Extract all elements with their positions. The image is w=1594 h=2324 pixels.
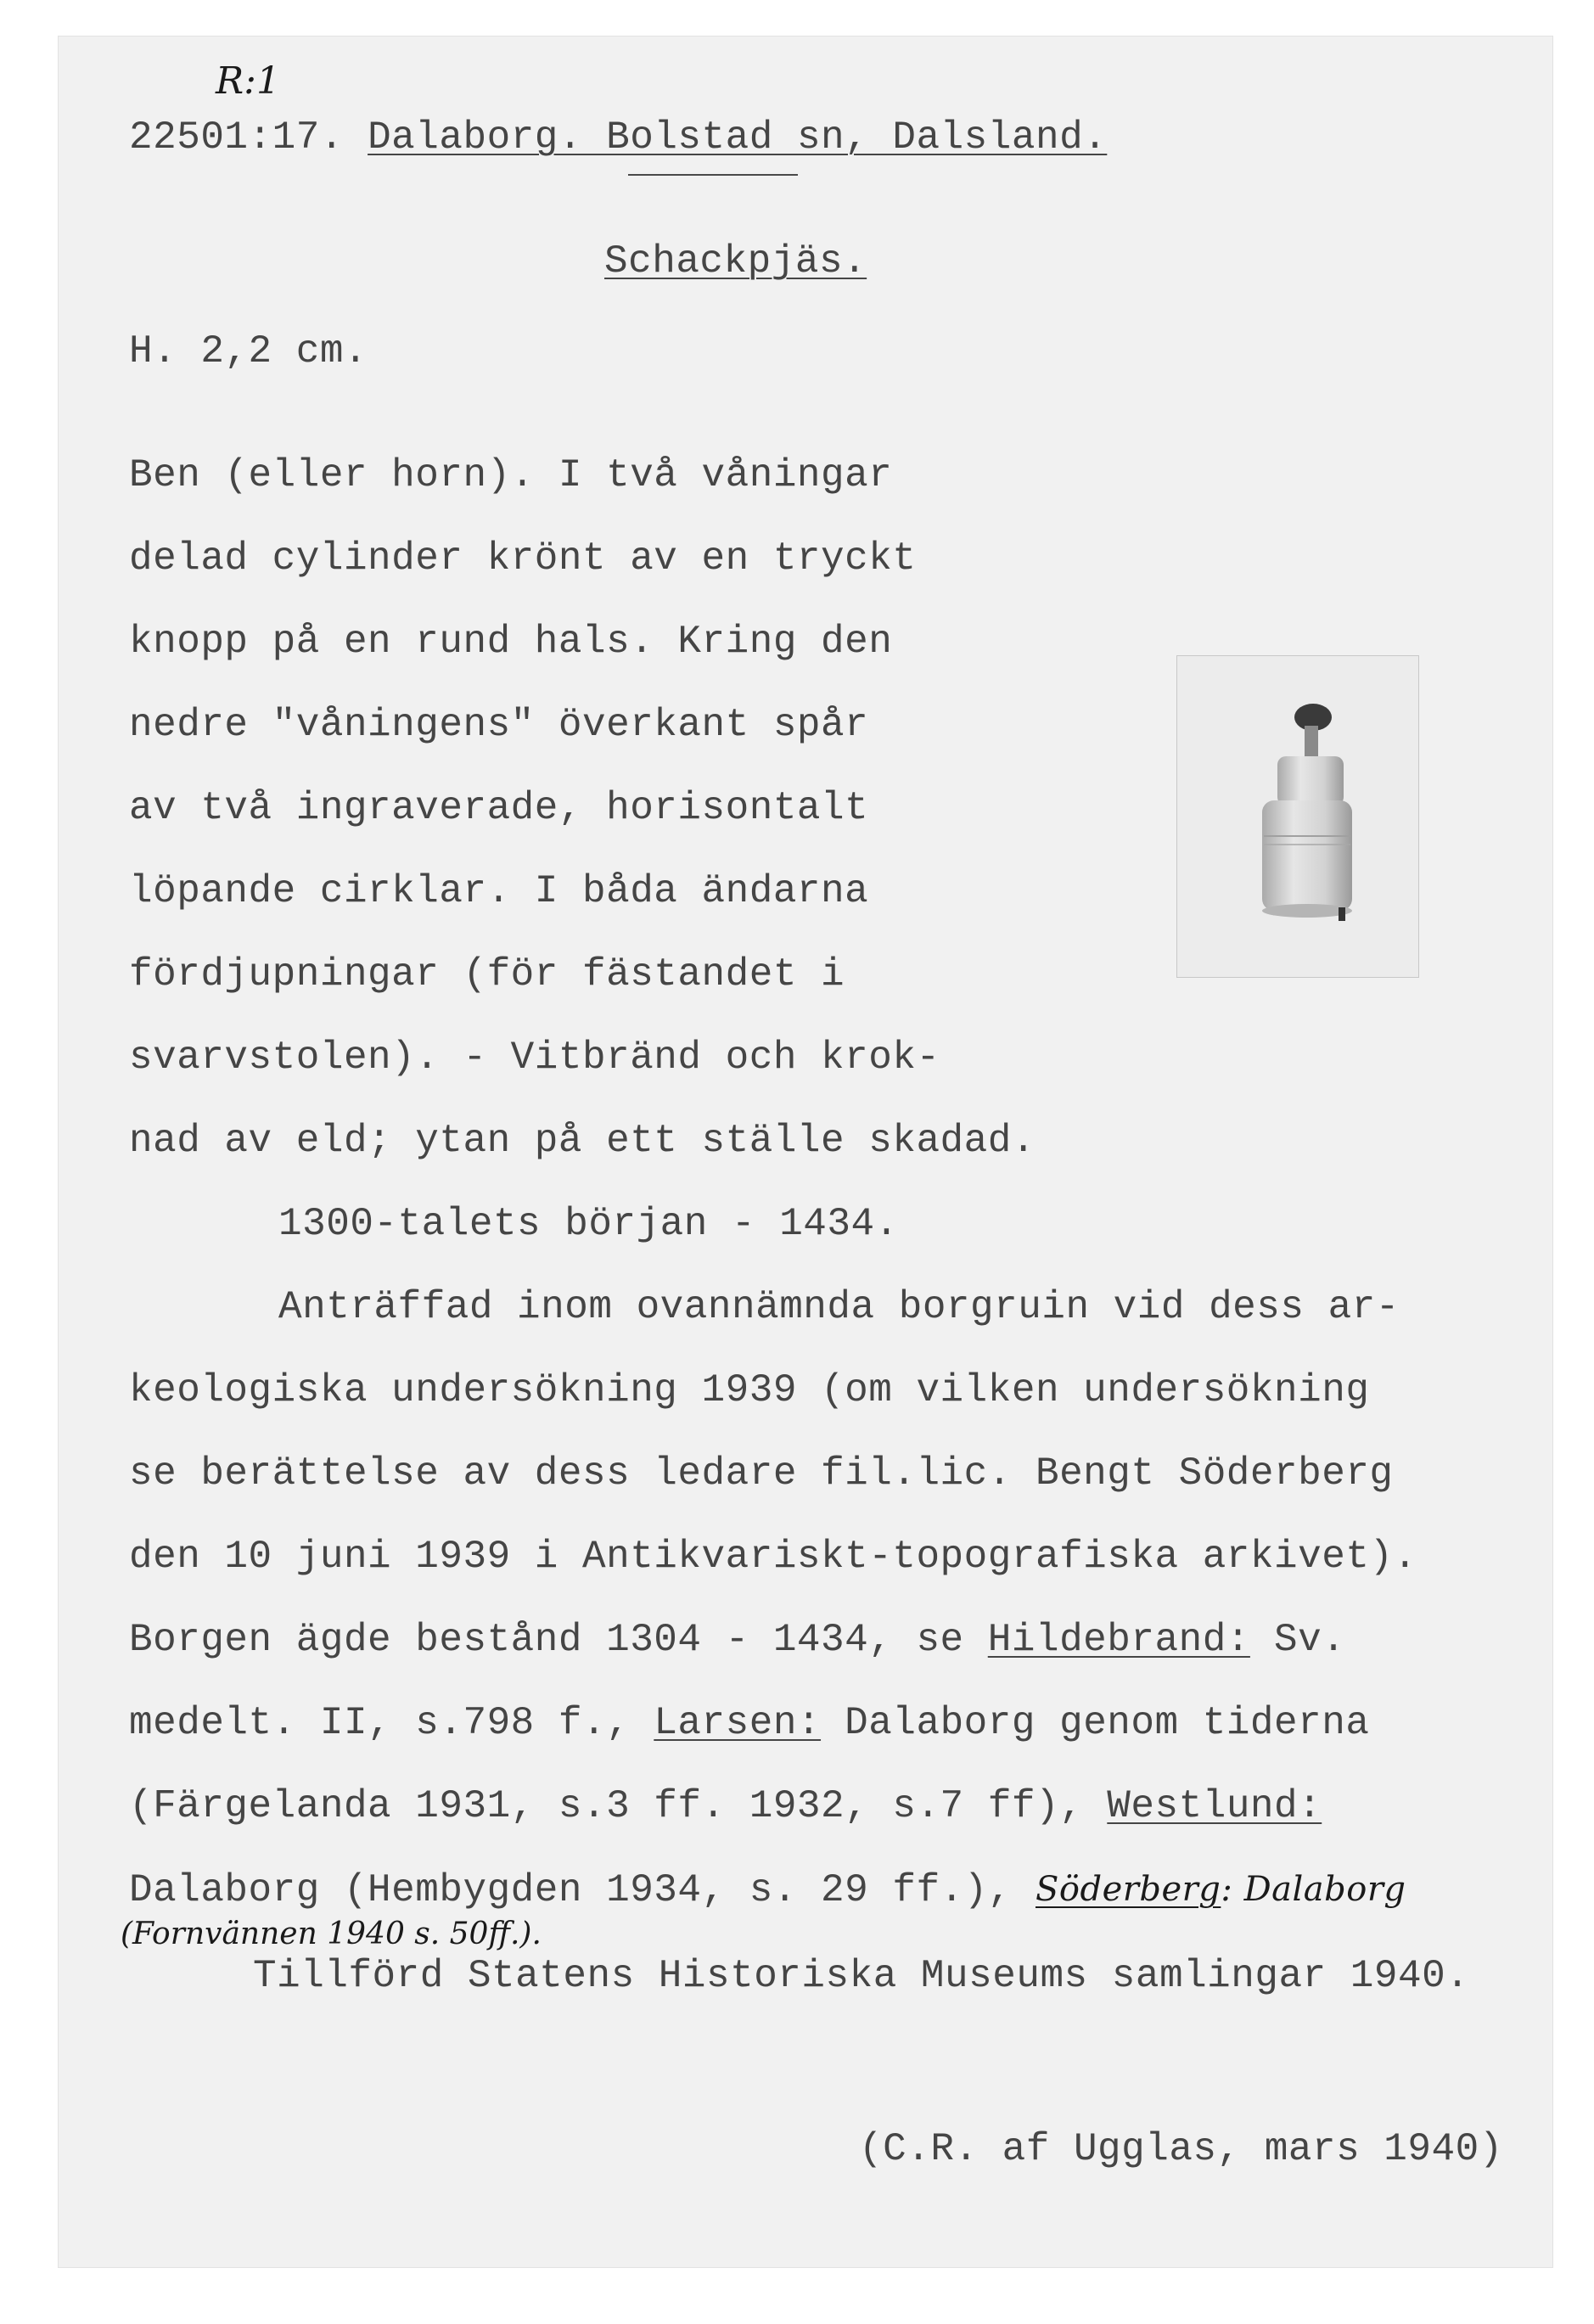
handwritten-reference-fornvannen: (Fornvännen 1940 s. 50ff.). bbox=[121, 1917, 542, 1951]
find-text-line bbox=[129, 1701, 1369, 1745]
catalogue-number: 22501:17. bbox=[129, 115, 344, 160]
description-line: svarvstolen). - Vitbränd och krok- bbox=[129, 1036, 940, 1080]
find-text-line: keologiska undersökning 1939 (om vilken undersökning bbox=[129, 1368, 1370, 1412]
description-line: Ben (eller horn). I två våningar bbox=[129, 453, 893, 497]
reference-hildebrand: Hildebrand: bbox=[987, 1618, 1250, 1662]
handwritten-reference-dalaborg: : Dalaborg bbox=[1221, 1870, 1406, 1909]
find-text-segment: Dalaborg (Hembygden 1934, s. 29 ff.), bbox=[129, 1868, 1036, 1912]
object-title-line bbox=[604, 239, 867, 283]
description-line: knopp på en rund hals. Kring den bbox=[129, 620, 893, 664]
find-text-line bbox=[129, 1784, 1322, 1828]
description-line: av två ingraverade, horisontalt bbox=[129, 786, 869, 830]
description-line: fördjupningar (för fästandet i bbox=[129, 952, 845, 996]
header-rule bbox=[628, 174, 798, 176]
author-signature: (C.R. af Ugglas, mars 1940) bbox=[859, 2127, 1503, 2171]
find-text-line: Anträffad inom ovannämnda borgruin vid dess ar- bbox=[278, 1285, 1400, 1329]
reference-larsen: Larsen: bbox=[654, 1701, 822, 1745]
description-line: löpande cirklar. I båda ändarna bbox=[129, 869, 869, 913]
find-text-segment: Sv. bbox=[1249, 1618, 1346, 1662]
find-text-segment: (Färgelanda 1931, s.3 ff. 1932, s.7 ff), bbox=[129, 1784, 1108, 1828]
accession-note: Tillförd Statens Historiska Museums samlingar 1940. bbox=[253, 1954, 1470, 1998]
handwritten-reference-soderberg: Söderberg bbox=[1035, 1870, 1221, 1909]
find-text-line bbox=[129, 1618, 1345, 1662]
find-text-line: se berättelse av dess ledare fil.lic. Bengt Söderberg bbox=[129, 1451, 1394, 1496]
find-text-segment: medelt. II, s.798 f., bbox=[129, 1701, 654, 1745]
object-title: Schackpjäs. bbox=[604, 239, 867, 283]
find-text-line bbox=[129, 1867, 1406, 1912]
chess-piece-photograph bbox=[1176, 655, 1419, 978]
object-height: H. 2,2 cm. bbox=[129, 329, 368, 373]
description-line: delad cylinder krönt av en tryckt bbox=[129, 536, 917, 581]
description-line: nad av eld; ytan på ett ställe skadad. bbox=[129, 1119, 1036, 1163]
find-text-line: den 10 juni 1939 i Antikvariskt-topografiska arkivet). bbox=[129, 1535, 1417, 1579]
dating: 1300-talets början - 1434. bbox=[278, 1202, 899, 1246]
chess-piece-illustration bbox=[1177, 656, 1418, 977]
find-text-segment: Dalaborg genom tiderna bbox=[821, 1701, 1370, 1745]
reference-westlund: Westlund: bbox=[1107, 1784, 1322, 1828]
find-text-segment: Borgen ägde bestånd 1304 - 1434, se bbox=[129, 1618, 988, 1662]
shelfmark: R:1 bbox=[216, 59, 280, 103]
find-place: Dalaborg. Bolstad sn, Dalsland. bbox=[368, 115, 1108, 160]
catalogue-card bbox=[58, 36, 1553, 2268]
header-line bbox=[129, 115, 1107, 160]
description-line: nedre "våningens" överkant spår bbox=[129, 703, 869, 747]
